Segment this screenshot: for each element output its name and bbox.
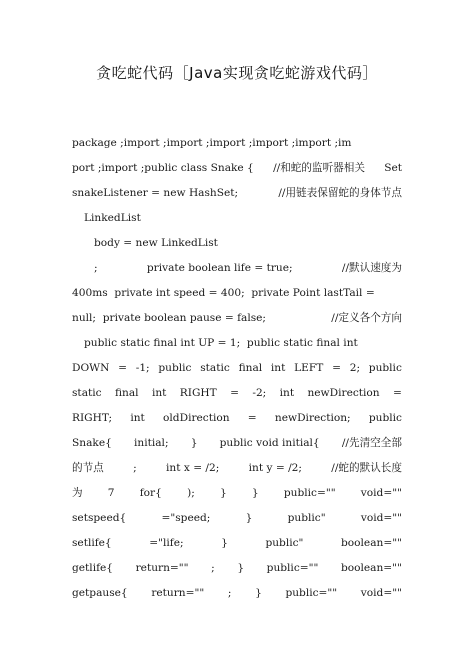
text-segment: getlife{ bbox=[72, 562, 114, 574]
text-segment: int bbox=[270, 362, 286, 374]
text-segment: 7 bbox=[107, 487, 115, 499]
text-line bbox=[84, 336, 402, 350]
text-segment: //和蛇的监听器相关 bbox=[273, 162, 365, 174]
text-segment: = bbox=[118, 362, 127, 374]
text-line bbox=[72, 286, 402, 300]
text-segment: setlife{ bbox=[72, 537, 112, 549]
text-segment: static bbox=[72, 387, 102, 399]
text-line bbox=[94, 261, 402, 275]
text-segment: public="" bbox=[283, 487, 336, 499]
text-segment: } bbox=[237, 562, 245, 574]
text-segment: = bbox=[247, 412, 257, 424]
text-segment: ="life; bbox=[149, 537, 184, 549]
text-segment: -1; bbox=[135, 362, 150, 374]
text-segment: void="" bbox=[360, 487, 402, 499]
text-segment: DOWN bbox=[72, 362, 110, 374]
text-segment: ="speed; bbox=[161, 512, 211, 524]
text-segment: null; private boolean pause = false; bbox=[72, 312, 266, 324]
text-segment: 2; bbox=[349, 362, 361, 374]
text-segment: return="" bbox=[135, 562, 189, 574]
text-segment: } bbox=[245, 512, 253, 524]
text-line bbox=[72, 536, 402, 550]
text-segment: ; bbox=[133, 462, 137, 474]
text-segment: Set bbox=[384, 162, 402, 174]
text-segment: 的节点 bbox=[72, 462, 104, 474]
text-segment: = bbox=[332, 362, 341, 374]
text-segment: //定义各个方向 bbox=[331, 312, 402, 324]
text-segment: ); bbox=[187, 487, 195, 499]
text-segment: int bbox=[151, 387, 167, 399]
text-segment: ; bbox=[227, 587, 232, 599]
text-segment: 400ms private int speed = 400; private Point lastTail = bbox=[72, 287, 375, 299]
text-segment: //先清空全部 bbox=[341, 437, 402, 449]
text-segment: boolean="" bbox=[341, 537, 402, 549]
text-line bbox=[72, 161, 402, 175]
text-segment: LinkedList bbox=[84, 212, 141, 224]
text-segment: public" bbox=[265, 537, 304, 549]
text-segment: newDirection bbox=[307, 387, 380, 399]
text-segment: int bbox=[130, 412, 145, 424]
text-segment: RIGHT; bbox=[72, 412, 113, 424]
text-segment: int x = /2; bbox=[166, 462, 220, 474]
text-segment: void="" bbox=[360, 587, 402, 599]
text-segment: public="" bbox=[266, 562, 319, 574]
text-segment: body = new LinkedList bbox=[94, 237, 218, 249]
text-line bbox=[72, 486, 402, 500]
text-segment: } bbox=[255, 587, 262, 599]
text-segment: public bbox=[368, 362, 402, 374]
text-segment: getpause{ bbox=[72, 587, 128, 599]
text-line bbox=[94, 236, 402, 250]
text-segment: 为 bbox=[72, 487, 83, 499]
document-title: 贪吃蛇代码［Java实现贪吃蛇游戏代码］ bbox=[96, 64, 378, 82]
text-line bbox=[72, 411, 402, 425]
text-segment: newDirection; bbox=[274, 412, 351, 424]
text-line bbox=[72, 561, 402, 575]
text-segment: return="" bbox=[151, 587, 205, 599]
text-segment: public="" bbox=[285, 587, 338, 599]
text-segment: void="" bbox=[360, 512, 402, 524]
text-segment: port ;import ;public class Snake { bbox=[72, 162, 254, 174]
text-line bbox=[72, 386, 402, 400]
text-line bbox=[72, 586, 402, 600]
text-segment: //蛇的默认长度 bbox=[331, 462, 402, 474]
text-segment: public void initial{ bbox=[219, 437, 320, 449]
text-segment: initial; bbox=[134, 437, 169, 449]
text-line bbox=[72, 436, 402, 450]
text-segment: int bbox=[279, 387, 295, 399]
text-segment: snakeListener = new HashSet; bbox=[72, 187, 239, 199]
text-segment: } bbox=[219, 487, 227, 499]
text-segment: -2; bbox=[252, 387, 267, 399]
text-segment: = bbox=[230, 387, 239, 399]
text-segment: } bbox=[221, 537, 228, 549]
text-line bbox=[72, 361, 402, 375]
text-segment: setspeed{ bbox=[72, 512, 127, 524]
text-segment: for{ bbox=[139, 487, 162, 499]
text-segment: package ;import ;import ;import ;import ;import ;im bbox=[72, 137, 352, 149]
text-segment: public bbox=[368, 412, 402, 424]
text-segment: oldDirection bbox=[163, 412, 230, 424]
text-segment: static bbox=[200, 362, 230, 374]
text-segment: boolean="" bbox=[340, 562, 402, 574]
text-segment: final bbox=[238, 362, 263, 374]
text-segment: ; bbox=[94, 262, 98, 274]
text-line bbox=[72, 136, 402, 150]
text-segment: public bbox=[158, 362, 192, 374]
text-segment: Snake{ bbox=[72, 437, 112, 449]
text-segment: } bbox=[190, 437, 198, 449]
text-segment: public" bbox=[287, 512, 326, 524]
text-segment: int y = /2; bbox=[248, 462, 302, 474]
text-segment: public static final int UP = 1; public static final int bbox=[84, 337, 358, 349]
text-line bbox=[84, 211, 402, 225]
text-segment: RIGHT bbox=[179, 387, 217, 399]
text-segment: = bbox=[393, 387, 402, 399]
text-line bbox=[72, 186, 402, 200]
text-line bbox=[72, 511, 402, 525]
text-segment: ; bbox=[211, 562, 215, 574]
text-line bbox=[72, 311, 402, 325]
text-segment: } bbox=[251, 487, 259, 499]
text-line bbox=[72, 461, 402, 475]
text-segment: final bbox=[114, 387, 139, 399]
text-segment: //默认速度为 bbox=[341, 262, 402, 274]
text-segment: private boolean life = true; bbox=[146, 262, 293, 274]
text-segment: LEFT bbox=[294, 362, 324, 374]
text-segment: //用链表保留蛇的身体节点 bbox=[278, 187, 402, 199]
